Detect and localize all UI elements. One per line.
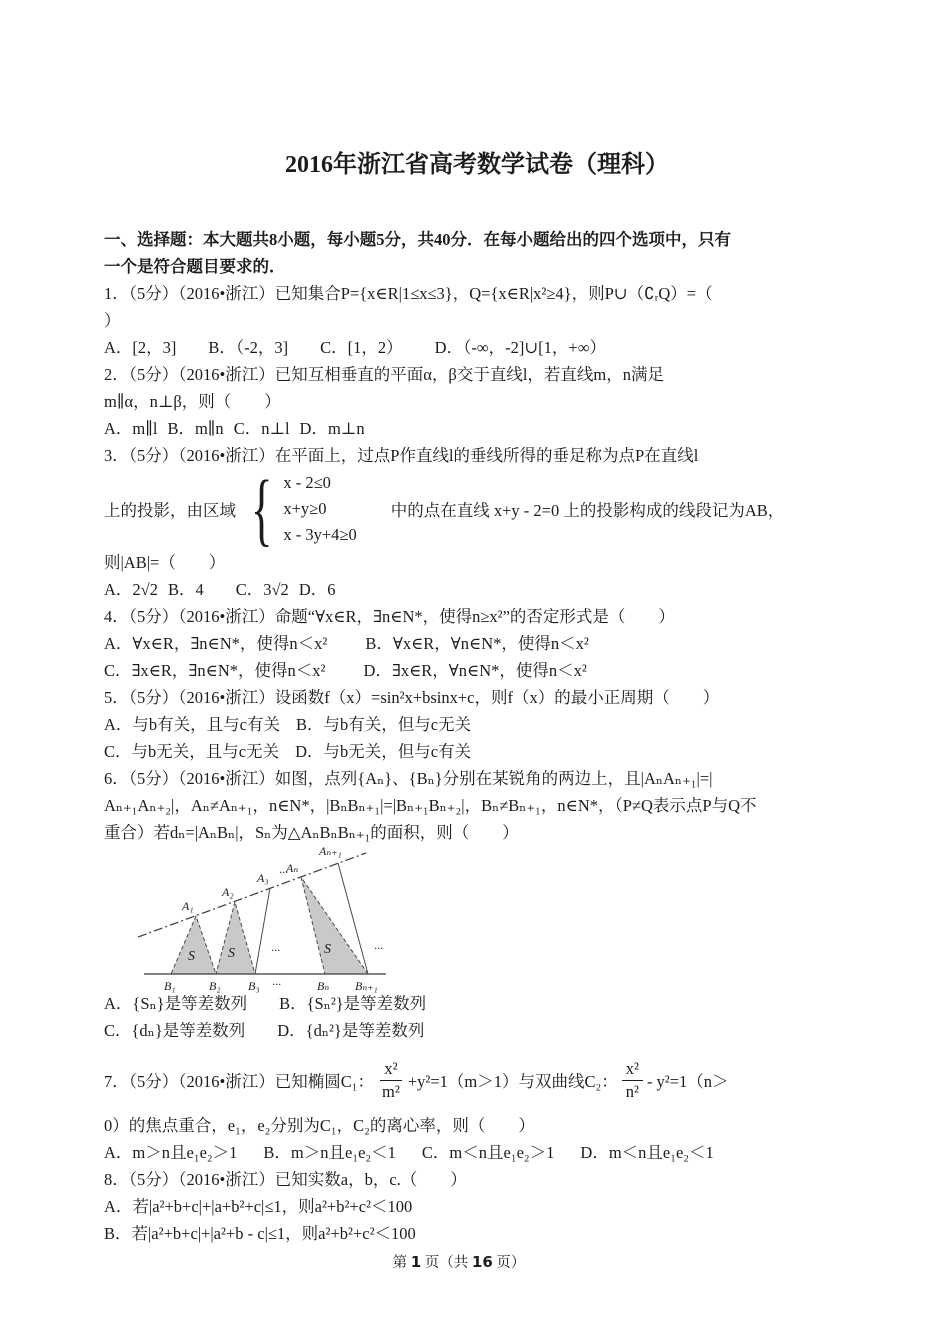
q7-text-line1 (104, 1048, 814, 1112)
point-label-b3: B₃ (248, 979, 260, 993)
q6-option-b: B．{Sₙ²}是等差数列 (279, 994, 427, 1013)
question-4 (104, 603, 814, 684)
area-label-s1: S (188, 949, 195, 964)
q7-fraction-1-denominator: m² (382, 1081, 400, 1101)
point-label-a2: A₂ (222, 885, 234, 899)
q6-options-row1 (104, 990, 814, 1017)
q1-text-line2: ） (104, 311, 121, 330)
q6-option-a: A．{Sₙ}是等差数列 (104, 994, 248, 1013)
q7-text-2: +y²=1（m＞1）与双曲线C₂： (407, 1072, 618, 1091)
q5-option-a: A．与b有关，且与c有关 (104, 715, 280, 734)
q3-inequality-2: x+y≥0 (283, 499, 327, 518)
q3-option-a: A．2√2 (104, 580, 158, 599)
q1-options (104, 334, 814, 361)
q3-option-d: D．6 (298, 580, 336, 599)
q7-fraction-1 (378, 1059, 404, 1102)
point-label-b2: B₂ (209, 979, 221, 993)
q7-option-b: B．m＞n且e₁e₂＜1 (263, 1143, 396, 1162)
section-heading-line2: 一个是符合题目要求的． (104, 257, 286, 276)
q5-option-d: D．与b无关，但与c有关 (295, 742, 472, 761)
q7-option-d: D．m＜n且e₁e₂＜1 (580, 1143, 714, 1162)
ellipsis-bottom: ··· (272, 977, 281, 991)
q1-option-a: A．[2，3] (104, 338, 177, 357)
q3-inequality-system (104, 463, 814, 554)
point-label-an: Aₙ (286, 861, 299, 875)
q3-inequality-3: x - 3y+4≥0 (283, 525, 357, 544)
q3-option-b: B．4 (167, 580, 204, 599)
q1-option-c: C．[1，2） (320, 338, 403, 357)
q6-figure-svg (138, 844, 390, 996)
section-heading-line1: 一、选择题：本大题共8小题，每小题5分，共40分．在每小题给出的四个选项中，只有 (104, 230, 731, 249)
q2-option-a: A．m∥l (104, 419, 158, 438)
q7-fraction-2-numerator: x² (622, 1059, 643, 1081)
footer-text-3: 页） (492, 1255, 526, 1271)
q7-option-a: A．m＞n且e₁e₂＞1 (104, 1143, 238, 1162)
q4-options-row2 (104, 657, 814, 684)
q2-text-line2: m∥α，n⊥β，则（ ） (104, 392, 281, 411)
ellipsis-top: ··· (279, 865, 288, 879)
triangle-a1b1b2 (171, 916, 216, 974)
q1-option-d: D．（-∞，-2]∪[1，+∞） (434, 338, 606, 357)
q3-inequality-1: x - 2≤0 (283, 473, 331, 492)
ellipsis-middle: ··· (271, 943, 280, 957)
footer-text-1: 第 (392, 1255, 411, 1271)
q7-fraction-2 (622, 1059, 643, 1102)
q3-system-brace: { (250, 463, 273, 554)
q1-option-b: B．（-2，3] (208, 338, 289, 357)
q3-option-c: C．3√2 (235, 580, 289, 599)
question-2 (104, 361, 814, 442)
q6-text-line2: Aₙ₊₁Aₙ₊₂|，Aₙ≠Aₙ₊₁，n∈N*，|BₙBₙ₊₁|=|Bₙ₊₁Bₙ₊₂|，Bₙ≠Bₙ₊₁，n∈N*，（P≠Q表示点P与Q不 (104, 796, 757, 815)
q8-option-b: B．若|a²+b+c|+|a²+b - c|≤1，则a²+b²+c²＜100 (104, 1224, 416, 1243)
q5-options-row2 (104, 738, 814, 765)
page-title: 2016年浙江省高考数学试卷（理科） (285, 152, 669, 178)
q4-options-row1 (104, 630, 814, 657)
segment-a3b3 (255, 888, 270, 974)
q3-system-lines (283, 470, 356, 548)
q3-options (104, 576, 814, 603)
question-5 (104, 684, 814, 765)
q7-text-line2: 0）的焦点重合，e₁，e₂分别为C₁，C₂的离心率，则（ ） (104, 1116, 535, 1135)
q2-option-c: C．n⊥l (233, 419, 290, 438)
q4-option-b: B．∀x∈R，∀n∈N*，使得n＜x² (365, 634, 589, 653)
question-3 (104, 442, 814, 603)
point-label-b1: B₁ (164, 979, 176, 993)
footer-total-pages: 16 (471, 1253, 493, 1271)
question-1 (104, 280, 814, 361)
q5-text-line1: 5．（5分）（2016•浙江）设函数f（x）=sin²x+bsinx+c，则f（x）的最小正周期（ ） (104, 688, 720, 707)
q5-option-b: B．与b有关，但与c无关 (296, 715, 472, 734)
q6-text-line1: 6．（5分）（2016•浙江）如图，点列{Aₙ}、{Bₙ}分别在某锐角的两边上，且|AₙAₙ₊₁|=| (104, 769, 713, 788)
q6-options-row2 (104, 1017, 814, 1044)
ellipsis-right: ··· (374, 941, 383, 955)
q2-options (104, 415, 814, 442)
point-label-a3: A₃ (257, 871, 269, 885)
q2-text-line1: 2．（5分）（2016•浙江）已知互相垂直的平面α，β交于直线l，若直线m，n满足 (104, 365, 664, 384)
q8-text-line1: 8．（5分）（2016•浙江）已知实数a，b，c.（ ） (104, 1170, 467, 1189)
q8-option-a: A．若|a²+b+c|+|a+b²+c|≤1，则a²+b²+c²＜100 (104, 1197, 413, 1216)
q6-text-line3: 重合）若dₙ=|AₙBₙ|，Sₙ为△AₙBₙBₙ₊₁的面积，则（ ） (104, 823, 519, 842)
q7-option-c: C．m＜n且e₁e₂＞1 (421, 1143, 555, 1162)
triangle-anbnbn1 (301, 877, 368, 974)
point-label-an1: Aₙ₊₁ (319, 844, 342, 858)
question-6 (104, 765, 814, 1044)
q3-text-line1: 3．（5分）（2016•浙江）在平面上，过点P作直线l的垂线所得的垂足称为点P在直线l (104, 446, 699, 465)
q2-option-b: B．m∥n (167, 419, 224, 438)
q6-figure (138, 844, 814, 993)
q7-text-3: - y²=1（n＞ (646, 1072, 729, 1091)
q7-fraction-2-denominator: n² (625, 1081, 639, 1101)
q3-text-post-brace: 中的点在直线 x+y - 2=0 上的投影构成的线段记为AB， (390, 501, 785, 520)
q6-option-c: C．{dₙ}是等差数列 (104, 1021, 246, 1040)
q4-option-a: A．∀x∈R，∃n∈N*，使得n＜x² (104, 634, 328, 653)
q4-text-line1: 4．（5分）（2016•浙江）命题“∀x∈R，∃n∈N*，使得n≥x²”的否定形式是（ ） (104, 607, 675, 626)
area-label-s2: S (228, 946, 235, 961)
q7-options (104, 1139, 814, 1166)
page-footer (104, 1249, 814, 1277)
point-label-a1: A₁ (182, 899, 194, 913)
q7-text-1: 7．（5分）（2016•浙江）已知椭圆C₁： (104, 1072, 375, 1091)
q3-text-pre-brace: 上的投影，由区域 (104, 501, 236, 520)
question-7 (104, 1048, 814, 1166)
footer-text-2: 页（共 (421, 1255, 472, 1271)
q6-option-d: D．{dₙ²}是等差数列 (277, 1021, 425, 1040)
q1-text-line1: 1．（5分）（2016•浙江）已知集合P={x∈R|1≤x≤3}，Q={x∈R|x²≥4}，则P∪（∁ᵣQ）=（ (104, 284, 713, 303)
q7-fraction-1-numerator: x² (380, 1059, 401, 1081)
q3-text-line3: 则|AB|=（ ） (104, 553, 226, 572)
footer-page-number: 1 (410, 1253, 422, 1271)
area-label-s3: S (324, 942, 331, 957)
q2-option-d: D．m⊥n (299, 419, 365, 438)
q5-option-c: C．与b无关，且与c无关 (104, 742, 280, 761)
triangle-a2b2b3 (216, 902, 255, 974)
point-label-bn: Bₙ (317, 979, 330, 993)
q5-options-row1 (104, 711, 814, 738)
q4-option-d: D．∃x∈R，∀n∈N*，使得n＜x² (363, 661, 587, 680)
q4-option-c: C．∃x∈R，∃n∈N*，使得n＜x² (104, 661, 326, 680)
question-8 (104, 1166, 814, 1247)
point-label-bn1: Bₙ₊₁ (355, 979, 378, 993)
